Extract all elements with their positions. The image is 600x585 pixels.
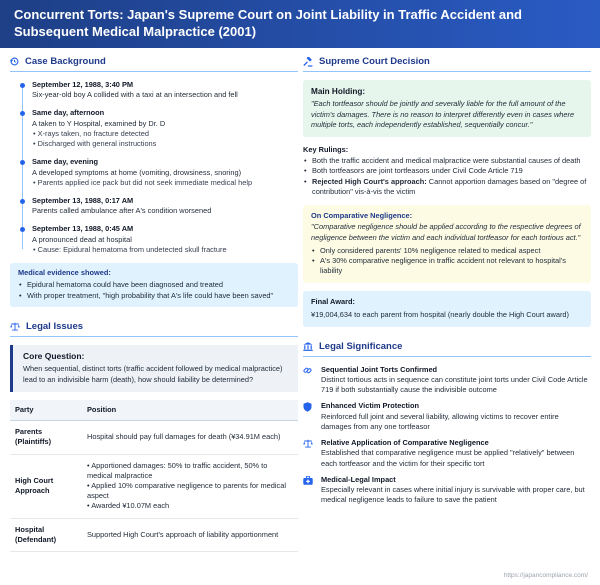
ruling-text: Both the traffic accident and medical malpractice were substantial causes of death <box>312 156 581 166</box>
significance-title: Medical-Legal Impact <box>321 474 396 484</box>
column-header: Position <box>82 400 298 421</box>
party-cell: High Court Approach <box>10 454 82 518</box>
ruling-text: Cannot apportion damages based on "degree of contribution" vis-à-vis the victim <box>312 176 587 196</box>
timeline-bullet: • Cause: Epidural hematoma from undetected skull fracture <box>33 244 227 254</box>
timeline-date: Same day, afternoon <box>32 108 105 118</box>
position-cell <box>82 454 298 518</box>
medical-evidence-box <box>10 263 298 307</box>
comparative-negligence-box <box>303 205 591 283</box>
table-row <box>10 421 298 454</box>
award-text: ¥19,004,634 to each parent from hospital (nearly double the High Court award) <box>311 309 570 319</box>
significance-text: Especially relevant in cases where initial injury is survivable with proper care, but medical negligence leads to failure to save the patient <box>321 485 585 505</box>
legal-significance-heading <box>303 341 591 357</box>
shield-icon <box>303 401 313 432</box>
source-url: https://japancompliance.com/ <box>503 572 588 580</box>
timeline-text: Parents called ambulance after A's condition worsened <box>32 206 212 216</box>
timeline-date: September 12, 1988, 3:40 PM <box>32 80 134 89</box>
timeline-text: A taken to Y Hospital, examined by Dr. D <box>32 118 166 128</box>
timeline-text: A developed symptoms at home (vomiting, drowsiness, snoring) <box>32 167 242 177</box>
timeline-item <box>32 80 298 100</box>
position-cell <box>82 421 298 454</box>
scale-icon <box>303 438 313 469</box>
party-cell: Parents (Plaintiffs) <box>10 421 82 454</box>
timeline-item <box>32 224 298 255</box>
holding-quote: "Each tortfeasor should be jointly and severally liable for the full amount of the victim's damages. There is no reason to interpret differently even in cases where multiple torts, each independently established, sequentially concur." <box>311 99 575 129</box>
significance-body <box>321 475 591 506</box>
timeline-bullet: • X-rays taken, no fracture detected <box>33 128 149 138</box>
position-line: • Apportioned damages: 50% to traffic accident, 50% to medical malpractice <box>87 460 268 480</box>
negligence-title: On Comparative Negligence: <box>311 211 413 221</box>
table-header-row <box>10 400 298 421</box>
scale-icon <box>10 322 20 331</box>
significance-item <box>303 365 591 396</box>
timeline-date: September 13, 1988, 0:45 AM <box>32 224 134 234</box>
timeline-item <box>32 196 298 216</box>
positions-table <box>10 400 298 552</box>
legal-issues-heading <box>10 321 298 337</box>
significance-body <box>321 438 591 469</box>
timeline-text: A pronounced dead at hospital <box>32 234 132 244</box>
significance-item <box>303 438 591 469</box>
significance-item <box>303 401 591 432</box>
rulings-title: Key Rulings: <box>303 144 349 154</box>
ruling-bold: Rejected High Court's approach: <box>312 176 427 186</box>
gavel-icon <box>303 57 313 67</box>
significance-text: Distinct tortious acts in sequence can constitute joint torts under Civil Code Article 719 if both substantially cause the indivisible outcome <box>321 375 588 395</box>
timeline <box>10 80 298 255</box>
evidence-title: Medical evidence showed: <box>18 268 111 278</box>
list-item <box>303 166 591 176</box>
history-icon <box>10 57 19 66</box>
significance-text: Reinforced full joint and several liability, allowing victims to recover entire damages from any one tortfeasor <box>321 411 559 431</box>
core-question-title: Core Question: <box>23 350 85 361</box>
column-header: Party <box>10 400 82 421</box>
significance-body <box>321 365 591 396</box>
list-item: • Only considered parents' 10% negligence related to medical aspect <box>311 246 583 256</box>
main-holding-box <box>303 80 591 137</box>
significance-title: Sequential Joint Torts Confirmed <box>321 364 438 374</box>
negligence-quote: "Comparative negligence should be applied according to the respective degrees of negligence between the victim and each individual tortfeasor for each tortious act." <box>311 222 581 242</box>
page-header <box>0 0 600 48</box>
timeline-bullet: • Parents applied ice pack but did not seek immediate medical help <box>33 177 253 187</box>
ruling-text: Both tortfeasors are joint tortfeasors under Civil Code Article 719 <box>312 166 523 176</box>
list-item <box>303 177 591 197</box>
award-title: Final Award: <box>311 297 355 307</box>
timeline-date: Same day, evening <box>32 157 98 167</box>
supreme-court-heading <box>303 56 591 72</box>
significance-text: Established that comparative negligence must be applied "relatively" between each tortfeasor and the victim for their specific tort <box>321 448 575 468</box>
timeline-text: Six-year-old boy A collided with a taxi at an intersection and fell <box>32 90 238 100</box>
page-title: Concurrent Torts: Japan's Supreme Court on Joint Liability in Traffic Accident and Subsequent Medical Malpractice (2001) <box>14 7 522 39</box>
supreme-court-title: Supreme Court Decision <box>319 55 430 67</box>
rulings-list <box>303 156 591 197</box>
list-item <box>303 156 591 166</box>
left-column <box>10 56 298 552</box>
party-cell: Hospital (Defendant) <box>10 518 82 551</box>
medical-icon <box>303 475 313 506</box>
case-background-heading <box>10 56 298 72</box>
list-item: • Epidural hematoma could have been diagnosed and treated <box>18 280 290 290</box>
core-question-text: When sequential, distinct torts (traffic accident followed by medical malpractice) lead to an indivisible harm (death), how should liability be determined? <box>23 364 283 384</box>
right-column <box>303 56 591 511</box>
position-line: Hospital should pay full damages for death (¥34.91M each) <box>87 432 281 442</box>
table-row <box>10 518 298 551</box>
position-line: • Applied 10% comparative negligence to parents for medical aspect <box>87 480 286 501</box>
case-background-title: Case Background <box>25 55 106 67</box>
position-line: • Awarded ¥10.07M each <box>87 501 170 511</box>
timeline-bullet: • Discharged with general instructions <box>33 139 157 149</box>
legal-issues-title: Legal Issues <box>26 320 84 332</box>
list-item: • A's 30% comparative negligence in traffic accident not relevant to hospital's liability <box>311 256 583 276</box>
negligence-list <box>311 246 583 277</box>
key-rulings <box>303 145 591 197</box>
significance-body <box>321 401 591 432</box>
significance-title: Enhanced Victim Protection <box>321 401 420 411</box>
holding-title: Main Holding: <box>311 87 366 96</box>
timeline-item <box>32 157 298 188</box>
legal-significance-title: Legal Significance <box>319 340 403 352</box>
core-question-box <box>10 345 298 392</box>
evidence-list <box>18 280 290 300</box>
position-cell <box>82 518 298 551</box>
final-award-box <box>303 291 591 326</box>
timeline-date: September 13, 1988, 0:17 AM <box>32 195 134 205</box>
landmark-icon <box>303 342 313 351</box>
link-icon <box>303 365 313 396</box>
position-line: Supported High Court's approach of liability apportionment <box>87 529 279 539</box>
significance-item <box>303 475 591 506</box>
timeline-item <box>32 108 298 149</box>
list-item: • With proper treatment, "high probability that A's life could have been saved" <box>18 291 290 301</box>
significance-title: Relative Application of Comparative Negligence <box>321 438 489 448</box>
table-row <box>10 454 298 518</box>
